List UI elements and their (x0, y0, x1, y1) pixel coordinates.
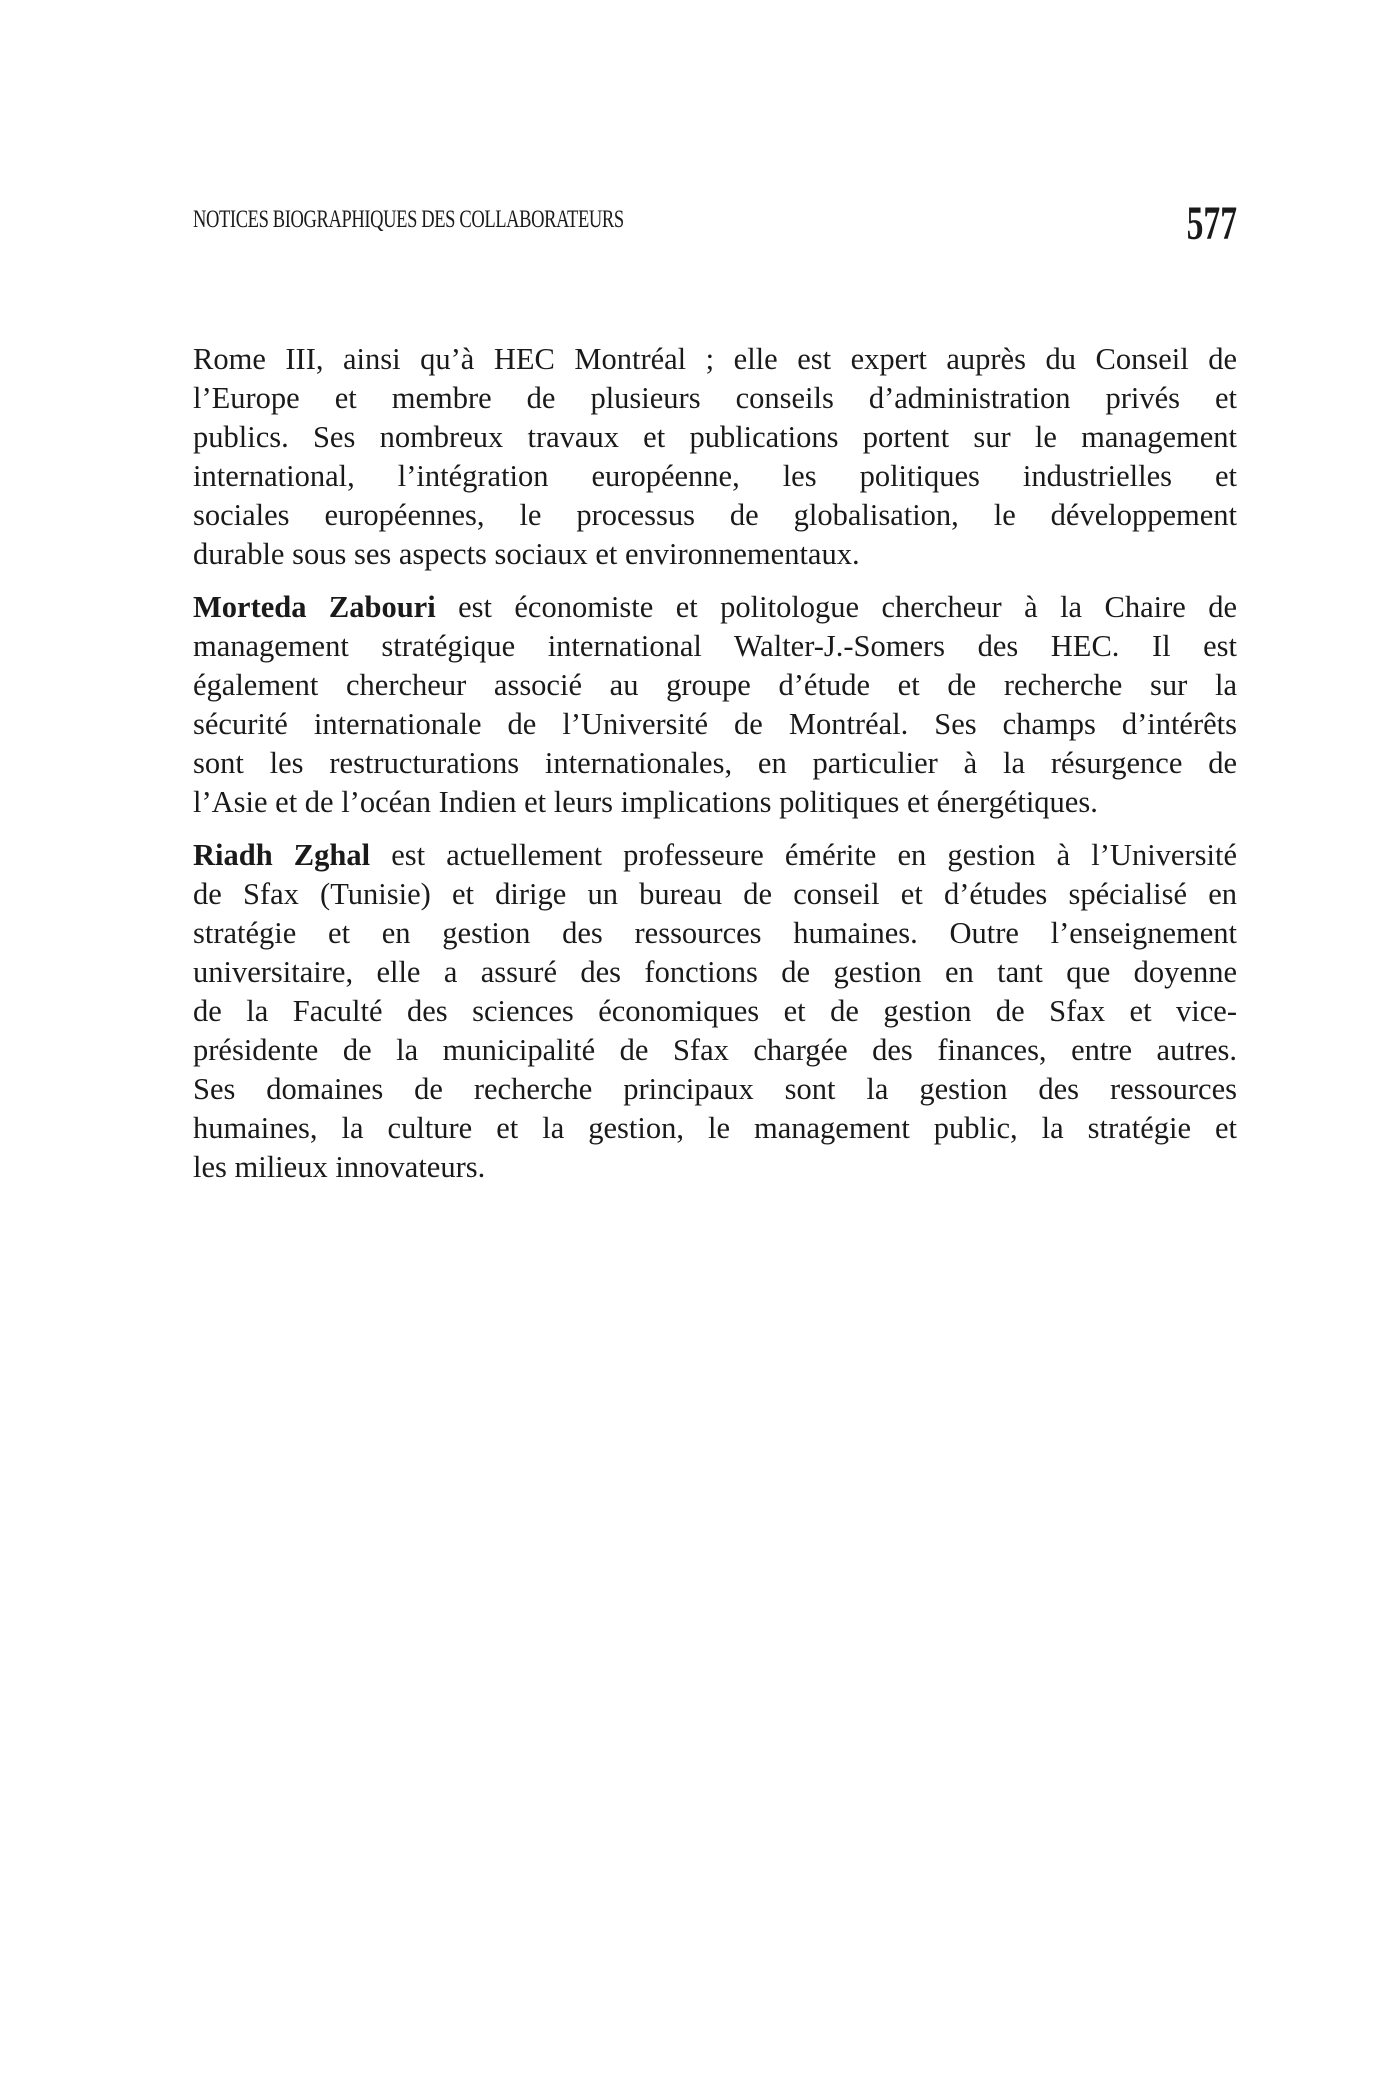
text-line (193, 992, 1237, 1031)
line-text: est actuellement professeure émérite en gestion à l’Université (370, 838, 1237, 872)
text-line (193, 836, 1237, 875)
text-line (193, 457, 1237, 496)
text-line (193, 744, 1237, 783)
contributor-name: Morteda Zabouri (193, 590, 436, 624)
body-text (193, 340, 1237, 1201)
text-line (193, 379, 1237, 418)
text-line (193, 914, 1237, 953)
text-line (193, 875, 1237, 914)
biography-paragraph (193, 340, 1237, 574)
biography-paragraph (193, 836, 1237, 1187)
line-text: présidente de la municipalité de Sfax chargée des finances, entre autres. (193, 1033, 1237, 1067)
line-text: stratégie et en gestion des ressources humaines. Outre l’enseignement (193, 916, 1237, 950)
line-text: de Sfax (Tunisie) et dirige un bureau de conseil et d’études spécialisé en (193, 877, 1237, 911)
text-line (193, 1148, 1237, 1187)
line-text: Ses domaines de recherche principaux sont la gestion des ressources (193, 1072, 1237, 1106)
text-line (193, 953, 1237, 992)
text-line (193, 666, 1237, 705)
line-text: de la Faculté des sciences économiques et de gestion de Sfax et vice- (193, 994, 1237, 1028)
line-text: l’Europe et membre de plusieurs conseils d’administration privés et (193, 381, 1237, 415)
line-text: également chercheur associé au groupe d’étude et de recherche sur la (193, 668, 1237, 702)
line-text: humaines, la culture et la gestion, le management public, la stratégie et (193, 1111, 1237, 1145)
text-line (193, 1031, 1237, 1070)
contributor-name: Riadh Zghal (193, 838, 371, 872)
text-line (193, 1109, 1237, 1148)
text-line (193, 418, 1237, 457)
text-line (193, 705, 1237, 744)
biography-paragraph (193, 588, 1237, 822)
line-text: sont les restructurations internationales, en particulier à la résurgence de (193, 746, 1237, 780)
text-line (193, 340, 1237, 379)
page-number: 577 (1186, 197, 1237, 250)
running-head: NOTICES BIOGRAPHIQUES DES COLLABORATEURS (193, 206, 624, 233)
line-text: international, l’intégration européenne, les politiques industrielles et (193, 459, 1237, 493)
text-line (193, 535, 1237, 574)
line-text: sociales européennes, le processus de globalisation, le développement (193, 498, 1237, 532)
line-text: sécurité internationale de l’Université de Montréal. Ses champs d’intérêts (193, 707, 1237, 741)
line-text: les milieux innovateurs. (193, 1150, 486, 1184)
line-text: l’Asie et de l’océan Indien et leurs implications politiques et énergétiques. (193, 785, 1098, 819)
text-line (193, 496, 1237, 535)
text-line (193, 1070, 1237, 1109)
line-text: publics. Ses nombreux travaux et publications portent sur le management (193, 420, 1237, 454)
text-line (193, 627, 1237, 666)
line-text: management stratégique international Walter-J.-Somers des HEC. Il est (193, 629, 1237, 663)
line-text: durable sous ses aspects sociaux et environnementaux. (193, 537, 860, 571)
line-text: Rome III, ainsi qu’à HEC Montréal ; elle est expert auprès du Conseil de (193, 342, 1237, 376)
text-line (193, 783, 1237, 822)
line-text: universitaire, elle a assuré des fonctions de gestion en tant que doyenne (193, 955, 1237, 989)
text-line (193, 588, 1237, 627)
line-text: est économiste et politologue chercheur à la Chaire de (435, 590, 1238, 624)
